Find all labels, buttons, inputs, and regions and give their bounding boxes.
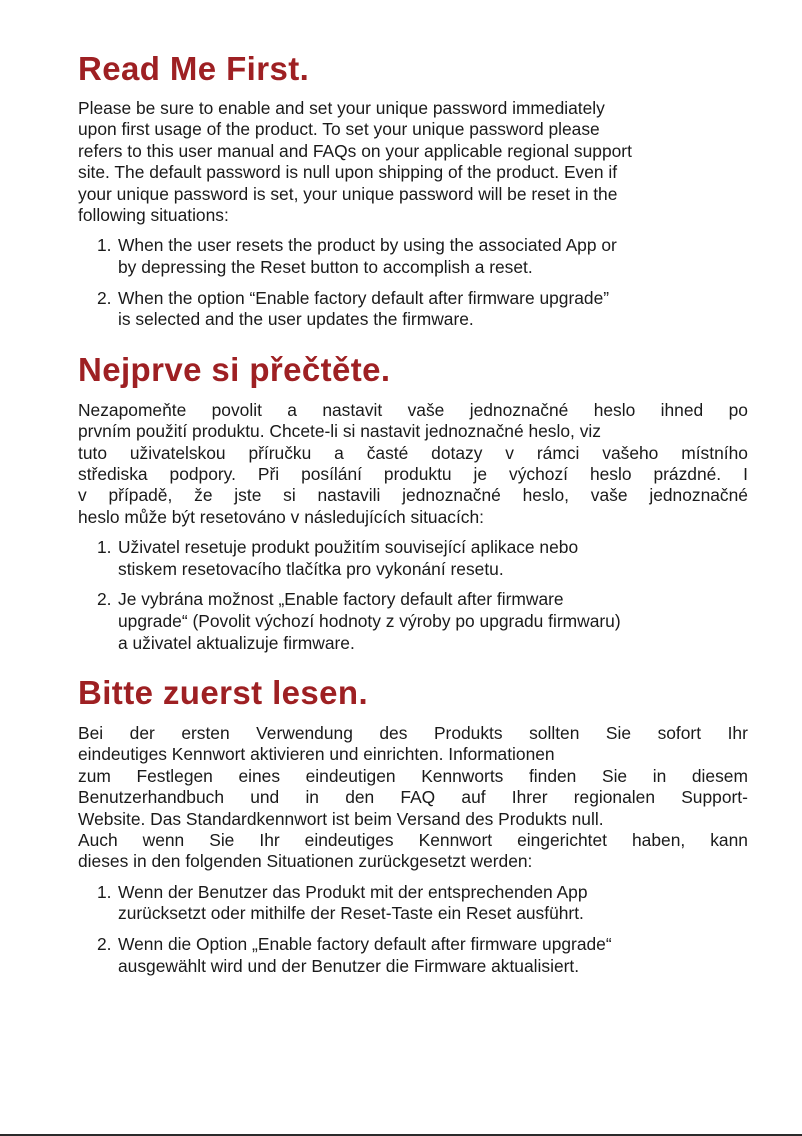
paragraph-line: site. The default password is null upon shipping of the product. Even if xyxy=(78,162,618,183)
word: a xyxy=(334,442,344,463)
word: finden xyxy=(528,765,577,786)
section-german xyxy=(78,674,748,977)
word: jste xyxy=(234,485,262,506)
word: vašeho xyxy=(602,442,659,463)
paragraph-german xyxy=(78,723,748,873)
word: heslo, xyxy=(522,485,569,506)
list-item-number: 2. xyxy=(97,934,112,955)
word: zum xyxy=(78,765,111,786)
word: Při xyxy=(257,463,280,484)
word: sollten xyxy=(529,723,580,744)
word: Sie xyxy=(605,723,632,744)
word: produktu xyxy=(383,463,452,484)
word: Verwendung xyxy=(256,723,353,744)
paragraph-line: following situations: xyxy=(78,204,229,225)
word: místního xyxy=(681,442,748,463)
word: jednoznačné xyxy=(649,485,748,506)
paragraph-line: upon first usage of the product. To set your unique password please xyxy=(78,119,600,140)
word: nastavit xyxy=(322,399,383,420)
list-item xyxy=(78,537,748,580)
word: dotazy xyxy=(431,442,483,463)
paragraph-line: Please be sure to enable and set your unique password immediately xyxy=(78,97,605,118)
word: in xyxy=(305,787,319,808)
word: eindeutigen xyxy=(305,765,396,786)
list-item-line: ausgewählt wird und der Benutzer die Firmware aktualisiert. xyxy=(118,955,580,976)
word: Sie xyxy=(209,830,235,851)
paragraph-english xyxy=(78,98,748,226)
list-item-number: 1. xyxy=(97,537,112,558)
paragraph-line xyxy=(78,787,748,808)
word: podpory. xyxy=(169,463,236,484)
list-item xyxy=(78,589,748,654)
numbered-list-german xyxy=(78,882,748,977)
list-item xyxy=(78,934,748,977)
word: heslo xyxy=(589,463,632,484)
word: heslo xyxy=(593,399,636,420)
paragraph-line: your unique password is set, your unique password will be reset in the xyxy=(78,183,618,204)
word: den xyxy=(345,787,375,808)
word: jednoznačné xyxy=(402,485,501,506)
list-item-line: stiskem resetovacího tlačítka pro vykonání resetu. xyxy=(118,558,504,579)
list-item-line: upgrade“ (Povolit výchozí hodnoty z výroby po upgradu firmwaru) xyxy=(118,610,621,631)
word: tuto xyxy=(78,442,108,463)
paragraph-czech xyxy=(78,400,748,528)
list-item-line: a uživatel aktualizuje firmware. xyxy=(118,632,355,653)
word: střediska xyxy=(78,463,148,484)
word: ersten xyxy=(181,723,230,744)
word: Ihr xyxy=(727,723,748,744)
word: haben, xyxy=(632,830,686,851)
word: rámci xyxy=(536,442,580,463)
word: a xyxy=(287,399,297,420)
paragraph-line xyxy=(78,723,748,744)
word: v xyxy=(78,485,87,506)
word: časté xyxy=(366,442,409,463)
word: wenn xyxy=(142,830,185,851)
list-item-line: Wenn der Benutzer das Produkt mit der entsprechenden App xyxy=(118,881,588,902)
word: že xyxy=(194,485,213,506)
word: příručku xyxy=(248,442,312,463)
word: FAQ xyxy=(400,787,436,808)
paragraph-line xyxy=(78,464,748,485)
paragraph-line: refers to this user manual and FAQs on your applicable regional support xyxy=(78,140,632,161)
word: des xyxy=(379,723,408,744)
word: vaše xyxy=(590,485,628,506)
list-item-line: zurücksetzt oder mithilfe der Reset-Taste ein Reset ausführt. xyxy=(118,903,584,924)
list-item-line: by depressing the Reset button to accomplish a reset. xyxy=(118,256,533,277)
word: auf xyxy=(461,787,486,808)
paragraph-line: heslo může být resetováno v následujících situacích: xyxy=(78,506,484,527)
word: Festlegen xyxy=(136,765,213,786)
paragraph-line xyxy=(78,766,748,787)
word: diesem xyxy=(691,765,748,786)
page-title-english: Read Me First. xyxy=(78,50,310,87)
list-item xyxy=(78,235,748,278)
word: und xyxy=(250,787,280,808)
list-item-line: When the user resets the product by using the associated App or xyxy=(118,235,617,256)
document-content xyxy=(78,50,748,977)
word: Ihrer xyxy=(511,787,548,808)
word: Bei xyxy=(78,723,104,744)
word: nastavili xyxy=(317,485,381,506)
list-item-number: 2. xyxy=(97,589,112,610)
word: eingerichtet xyxy=(517,830,608,851)
word: v xyxy=(505,442,514,463)
paragraph-line xyxy=(78,400,748,421)
word: případě, xyxy=(108,485,173,506)
word: Ihr xyxy=(259,830,280,851)
word: výchozí xyxy=(509,463,568,484)
word: je xyxy=(473,463,488,484)
word: kann xyxy=(710,830,748,851)
word: Kennwort xyxy=(418,830,493,851)
word: in xyxy=(652,765,667,786)
word: vaše xyxy=(407,399,445,420)
word: Nezapomeňte xyxy=(78,399,187,420)
word: prázdné. xyxy=(653,463,722,484)
word: Auch xyxy=(78,830,118,851)
word: Benutzerhandbuch xyxy=(78,787,225,808)
list-item xyxy=(78,882,748,925)
word: regionalen xyxy=(573,787,655,808)
numbered-list-czech xyxy=(78,537,748,654)
word: posílání xyxy=(301,463,362,484)
list-item-line: When the option “Enable factory default after firmware upgrade” xyxy=(118,287,610,308)
section-english xyxy=(78,50,748,331)
word: Sie xyxy=(601,765,628,786)
word: jednoznačné xyxy=(469,399,569,420)
word: sofort xyxy=(657,723,702,744)
paragraph-line: Website. Das Standardkennwort ist beim Versand des Produkts null. xyxy=(78,808,604,829)
section-czech xyxy=(78,351,748,654)
word: ihned xyxy=(660,399,704,420)
word: der xyxy=(129,723,155,744)
word: eindeutiges xyxy=(304,830,394,851)
paragraph-line xyxy=(78,830,748,851)
list-item xyxy=(78,288,748,331)
word: I xyxy=(743,463,748,484)
word: po xyxy=(728,399,748,420)
word: povolit xyxy=(211,399,262,420)
list-item-number: 1. xyxy=(97,235,112,256)
list-item-line: Uživatel resetuje produkt použitím související aplikace nebo xyxy=(118,537,579,558)
paragraph-line: prvním použití produktu. Chcete-li si nastavit jednoznačné heslo, viz xyxy=(78,421,601,442)
paragraph-line: dieses in den folgenden Situationen zurückgesetzt werden: xyxy=(78,851,533,872)
list-item-line: is selected and the user updates the firmware. xyxy=(118,309,474,330)
word: Kennworts xyxy=(421,765,504,786)
list-item-line: Wenn die Option „Enable factory default after firmware upgrade“ xyxy=(118,934,612,955)
word: Produkts xyxy=(433,723,503,744)
word: eines xyxy=(238,765,281,786)
word: uživatelskou xyxy=(129,442,226,463)
paragraph-line xyxy=(78,485,748,506)
word: Support- xyxy=(681,787,748,808)
list-item-line: Je vybrána možnost „Enable factory default after firmware xyxy=(118,589,564,610)
word: si xyxy=(283,485,296,506)
page-title-german: Bitte zuerst lesen. xyxy=(78,674,369,712)
numbered-list-english xyxy=(78,235,748,330)
paragraph-line: eindeutiges Kennwort aktivieren und einrichten. Informationen xyxy=(78,744,555,765)
paragraph-line xyxy=(78,443,748,464)
list-item-number: 1. xyxy=(97,881,112,902)
list-item-number: 2. xyxy=(97,287,112,308)
page-title-czech: Nejprve si přečtěte. xyxy=(78,350,391,388)
